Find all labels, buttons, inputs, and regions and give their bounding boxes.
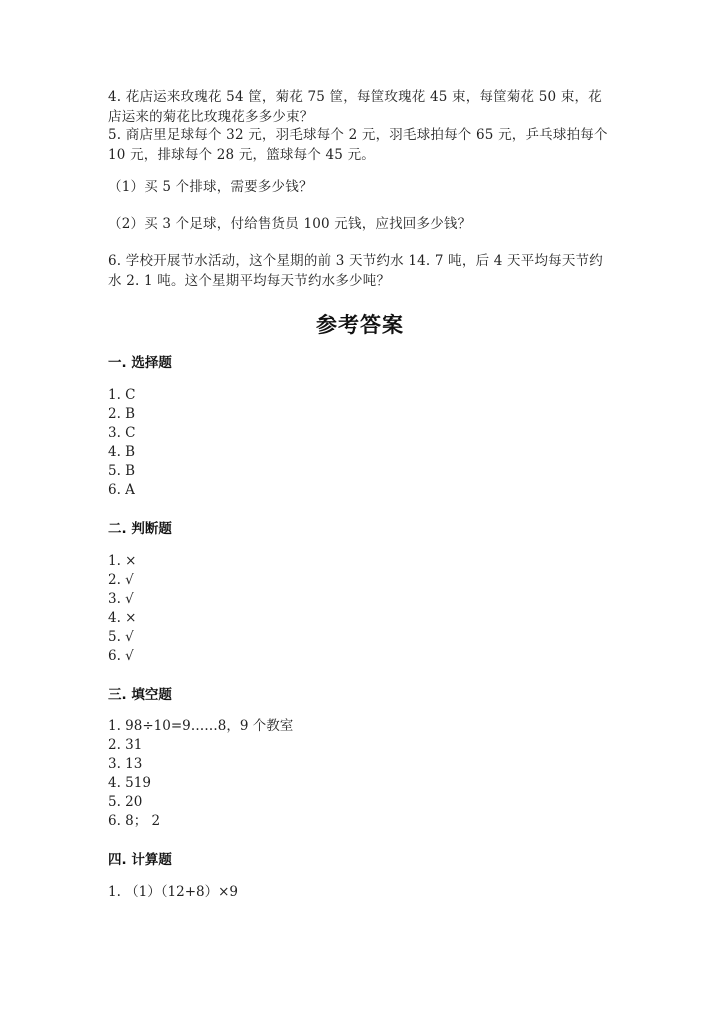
list-item: 3. √ — [108, 591, 134, 607]
choice-answer-list — [108, 386, 136, 500]
question-5-part-2: （2）买 3 个足球，付给售货员 100 元钱，应找回多少钱？ — [108, 216, 472, 232]
list-item: 2. B — [108, 406, 136, 422]
judge-answer-list — [108, 552, 136, 666]
list-item: 6. 8； 2 — [108, 813, 161, 829]
section-heading-fill: 三. 填空题 — [108, 687, 172, 703]
section-heading-judge: 二. 判断题 — [108, 521, 172, 537]
question-6: 6. 学校开展节水活动，这个星期的前 3 天节约水 14. 7 吨，后 4 天平均每天节约水 2. 1 吨。这个星期平均每天节约水多少吨？ — [108, 253, 603, 289]
list-item: 1. × — [108, 553, 137, 569]
question-5-part-1: （1）买 5 个排球，需要多少钱？ — [108, 179, 313, 195]
question-5: 5. 商店里足球每个 32 元，羽毛球每个 2 元，羽毛球拍每个 65 元，乒乓球拍每个 10 元，排球每个 28 元，篮球每个 45 元。 — [108, 127, 608, 163]
list-item: 1. C — [108, 387, 136, 403]
list-item: 5. B — [108, 463, 136, 479]
list-item: 5. √ — [108, 629, 134, 645]
list-item: 2. 31 — [108, 737, 143, 753]
list-item: 3. 13 — [108, 756, 143, 772]
answer-key-title: 参考答案 — [316, 313, 404, 337]
list-item: 1. （1）（12+8）×9 — [108, 884, 238, 900]
list-item: 4. 519 — [108, 775, 151, 791]
list-item: 5. 20 — [108, 794, 143, 810]
list-item: 4. × — [108, 610, 137, 626]
list-item: 1. 98÷10=9……8，9 个教室 — [108, 718, 294, 734]
list-item: 2. √ — [108, 572, 134, 588]
calc-answer-list — [108, 883, 238, 902]
section-heading-choice: 一. 选择题 — [108, 355, 172, 371]
list-item: 6. A — [108, 482, 135, 498]
list-item: 4. B — [108, 444, 136, 460]
list-item: 3. C — [108, 425, 136, 441]
fill-answer-list — [108, 717, 293, 831]
question-4: 4. 花店运来玫瑰花 54 筐，菊花 75 筐，每筐玫瑰花 45 束，每筐菊花 50 束，花店运来的菊花比玫瑰花多多少束？ — [108, 89, 602, 125]
list-item: 6. √ — [108, 648, 134, 664]
section-heading-calc: 四. 计算题 — [108, 852, 172, 868]
